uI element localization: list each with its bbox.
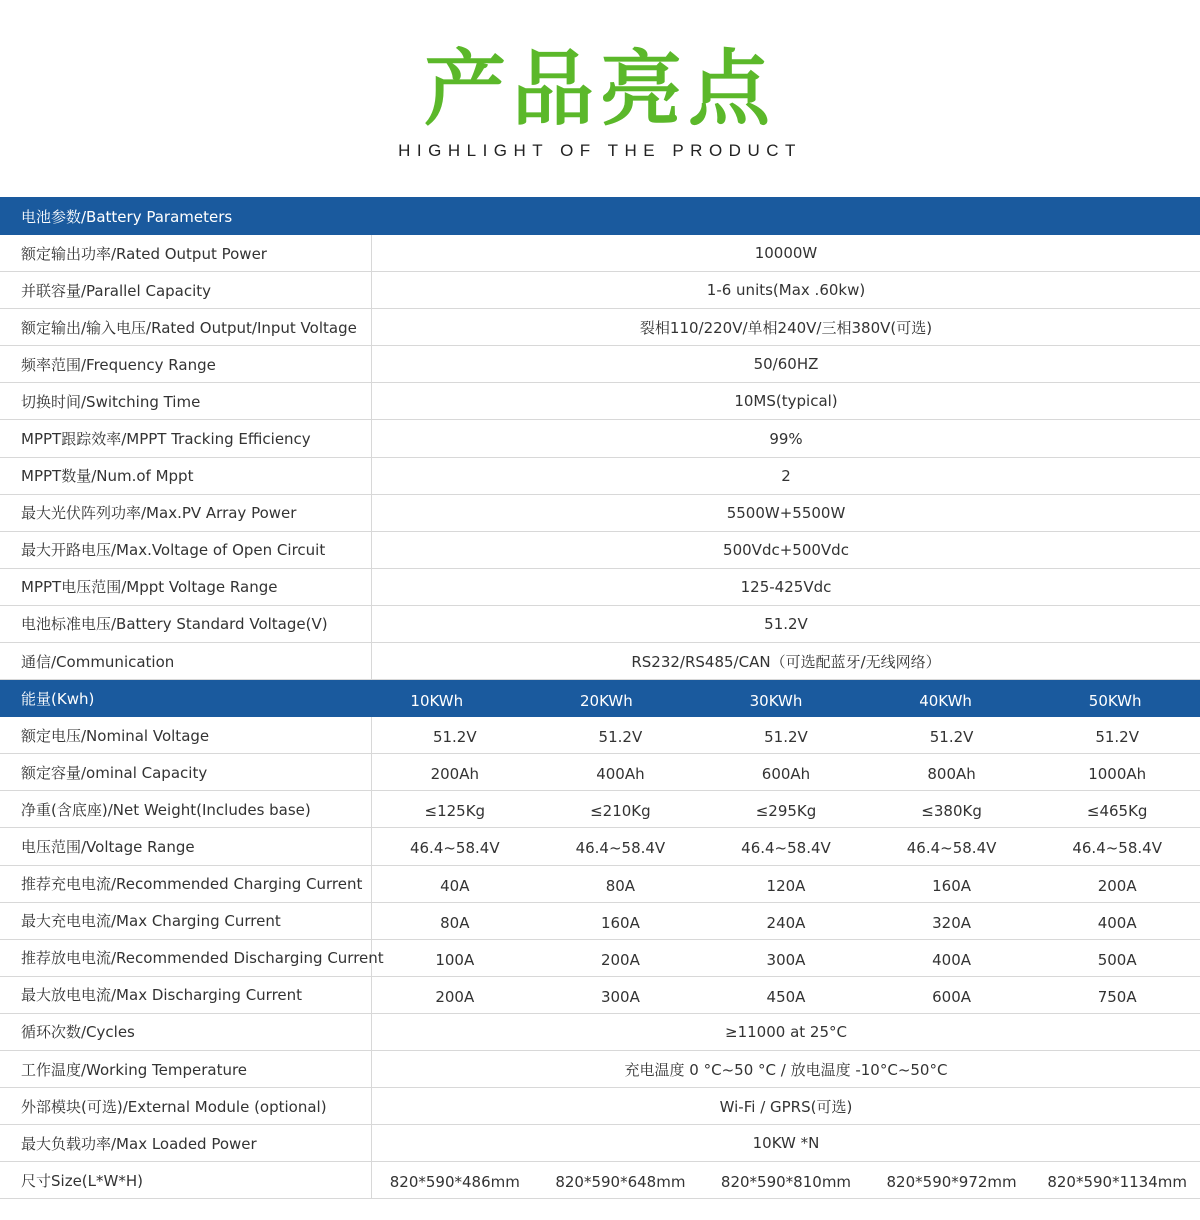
param-value: 51.2V bbox=[929, 728, 974, 747]
param-label: 额定容量/ominal Capacity bbox=[0, 754, 372, 790]
param-value: Wi-Fi / GPRS(可选) bbox=[719, 1097, 853, 1116]
param-label: 并联容量/Parallel Capacity bbox=[0, 272, 372, 308]
param-label: 通信/Communication bbox=[0, 643, 372, 679]
param-value: 200A bbox=[1097, 876, 1137, 895]
param-label: 最大开路电压/Max.Voltage of Open Circuit bbox=[0, 532, 372, 568]
param-value: 240A bbox=[766, 913, 806, 932]
table-row bbox=[0, 346, 1200, 383]
param-value: 600A bbox=[932, 987, 972, 1006]
table-row bbox=[0, 383, 1200, 420]
param-value: ≤380Kg bbox=[921, 802, 982, 821]
param-label: 工作温度/Working Temperature bbox=[0, 1051, 372, 1087]
param-value: 100A bbox=[435, 950, 475, 969]
capacity-column-header: 30KWh bbox=[749, 691, 803, 710]
param-value: 750A bbox=[1097, 987, 1137, 1006]
param-value: ≤125Kg bbox=[424, 802, 486, 821]
page-title: 产品亮点 bbox=[423, 42, 776, 137]
param-label: 最大放电电流/Max Discharging Current bbox=[0, 977, 372, 1013]
param-label: 最大光伏阵列功率/Max.PV Array Power bbox=[0, 495, 372, 531]
param-value: 1-6 units(Max .60kw) bbox=[706, 281, 866, 300]
param-value: 820*590*972mm bbox=[886, 1173, 1017, 1192]
param-value: 46.4~58.4V bbox=[409, 839, 500, 858]
section-header-label: 电池参数/Battery Parameters bbox=[21, 207, 233, 226]
param-label: 额定电压/Nominal Voltage bbox=[0, 717, 372, 753]
param-value: 80A bbox=[605, 876, 636, 895]
energy-section-header bbox=[0, 680, 1200, 717]
param-value: 400Ah bbox=[596, 765, 645, 784]
table-row bbox=[0, 309, 1200, 346]
table-row bbox=[0, 235, 1200, 272]
param-value: ≥11000 at 25°C bbox=[725, 1022, 847, 1041]
table-row bbox=[0, 754, 1200, 791]
param-values bbox=[372, 828, 1200, 864]
param-value: 50/60HZ bbox=[753, 355, 819, 374]
param-value: 400A bbox=[932, 950, 972, 969]
param-value: 400A bbox=[1097, 913, 1137, 932]
param-value: ≤465Kg bbox=[1086, 802, 1148, 821]
param-values bbox=[372, 791, 1200, 827]
table-row bbox=[0, 272, 1200, 309]
param-value: 125-425Vdc bbox=[740, 577, 832, 596]
table-row bbox=[0, 1088, 1200, 1125]
param-values bbox=[372, 866, 1200, 902]
param-value: 600Ah bbox=[761, 765, 811, 784]
param-value: 51.2V bbox=[764, 614, 808, 633]
param-label: 额定输出功率/Rated Output Power bbox=[0, 235, 372, 271]
param-value: 820*590*1134mm bbox=[1047, 1173, 1187, 1192]
table-row bbox=[0, 1014, 1200, 1051]
param-values bbox=[372, 903, 1200, 939]
param-label: 最大充电电流/Max Charging Current bbox=[0, 903, 372, 939]
table-row bbox=[0, 828, 1200, 865]
param-values bbox=[372, 754, 1200, 790]
page-subtitle: HIGHLIGHT OF THE PRODUCT bbox=[398, 141, 802, 160]
param-value: 500Vdc+500Vdc bbox=[723, 540, 849, 559]
param-value: ≤295Kg bbox=[755, 802, 817, 821]
capacity-column-header: 10KWh bbox=[410, 691, 464, 710]
param-label: 切换时间/Switching Time bbox=[0, 383, 372, 419]
param-value: 200A bbox=[600, 950, 640, 969]
table-row bbox=[0, 1162, 1200, 1199]
param-value: 500A bbox=[1097, 950, 1137, 969]
param-label: 尺寸Size(L*W*H) bbox=[0, 1162, 372, 1198]
param-label: 电池标准电压/Battery Standard Voltage(V) bbox=[0, 606, 372, 642]
table-row bbox=[0, 717, 1200, 754]
table-row bbox=[0, 940, 1200, 977]
param-value: 46.4~58.4V bbox=[906, 839, 997, 858]
param-value: ≤210Kg bbox=[590, 802, 651, 821]
table-row bbox=[0, 791, 1200, 828]
param-value: 10KW *N bbox=[752, 1134, 820, 1153]
param-label: 频率范围/Frequency Range bbox=[0, 346, 372, 382]
param-value: 300A bbox=[766, 950, 806, 969]
param-value: 99% bbox=[769, 429, 803, 448]
param-value: 10000W bbox=[754, 244, 818, 263]
param-value: 裂相110/220V/单相240V/三相380V(可选) bbox=[639, 318, 933, 337]
param-value: 800Ah bbox=[927, 765, 976, 784]
param-value: 1000Ah bbox=[1088, 765, 1147, 784]
param-value: 51.2V bbox=[598, 728, 643, 747]
param-label: 净重(含底座)/Net Weight(Includes base) bbox=[0, 791, 372, 827]
table-row bbox=[0, 569, 1200, 606]
param-value: 120A bbox=[766, 876, 806, 895]
param-label: 最大负载功率/Max Loaded Power bbox=[0, 1125, 372, 1161]
capacity-columns bbox=[352, 688, 1200, 710]
param-value: 320A bbox=[932, 913, 972, 932]
param-value: 5500W+5500W bbox=[726, 503, 846, 522]
table-row bbox=[0, 866, 1200, 903]
capacity-column-header: 50KWh bbox=[1088, 691, 1142, 710]
table-row bbox=[0, 495, 1200, 532]
param-value: 51.2V bbox=[764, 728, 808, 747]
param-value: 820*590*486mm bbox=[389, 1173, 520, 1192]
param-values bbox=[372, 1162, 1200, 1198]
param-value: 46.4~58.4V bbox=[741, 839, 831, 858]
param-value: 40A bbox=[440, 876, 470, 895]
param-label: MPPT电压范围/Mppt Voltage Range bbox=[0, 569, 372, 605]
param-value: 2 bbox=[781, 466, 791, 485]
energy-rows bbox=[0, 717, 1200, 1199]
param-value: 51.2V bbox=[432, 728, 477, 747]
param-value: 51.2V bbox=[1095, 728, 1139, 747]
param-value: 46.4~58.4V bbox=[575, 839, 666, 858]
param-value: RS232/RS485/CAN（可选配蓝牙/无线网络） bbox=[631, 652, 941, 671]
table-row bbox=[0, 643, 1200, 680]
table-row bbox=[0, 903, 1200, 940]
battery-section-header bbox=[0, 197, 1200, 235]
param-value: 10MS(typical) bbox=[734, 392, 838, 411]
spec-table bbox=[0, 197, 1200, 1199]
capacity-column-header: 20KWh bbox=[580, 691, 633, 710]
param-value: 300A bbox=[600, 987, 640, 1006]
param-value: 820*590*648mm bbox=[555, 1173, 686, 1192]
table-row bbox=[0, 458, 1200, 495]
param-values bbox=[372, 717, 1200, 753]
param-label: 电压范围/Voltage Range bbox=[0, 828, 372, 864]
param-value: 160A bbox=[600, 913, 640, 932]
table-row bbox=[0, 606, 1200, 643]
table-row bbox=[0, 532, 1200, 569]
param-value: 46.4~58.4V bbox=[1072, 839, 1162, 858]
param-label: 循环次数/Cycles bbox=[0, 1014, 372, 1050]
param-label: MPPT跟踪效率/MPPT Tracking Efficiency bbox=[0, 420, 372, 456]
param-values bbox=[372, 940, 1200, 976]
param-value: 200Ah bbox=[430, 765, 479, 784]
param-value: 160A bbox=[932, 876, 972, 895]
table-row bbox=[0, 977, 1200, 1014]
param-label: 外部模块(可选)/External Module (optional) bbox=[0, 1088, 372, 1124]
param-label: 推荐放电电流/Recommended Discharging Current bbox=[0, 940, 372, 976]
battery-rows bbox=[0, 235, 1200, 680]
param-label: 推荐充电电流/Recommended Charging Current bbox=[0, 866, 372, 902]
table-row bbox=[0, 1051, 1200, 1088]
param-label: MPPT数量/Num.of Mppt bbox=[0, 458, 372, 494]
table-row bbox=[0, 420, 1200, 457]
section-header-label: 能量(Kwh) bbox=[21, 690, 95, 709]
param-value: 200A bbox=[435, 987, 475, 1006]
param-value: 820*590*810mm bbox=[720, 1173, 852, 1192]
param-values bbox=[372, 977, 1200, 1013]
capacity-column-header: 40KWh bbox=[919, 691, 972, 710]
table-row bbox=[0, 1125, 1200, 1162]
param-value: 80A bbox=[440, 913, 470, 932]
param-value: 450A bbox=[766, 987, 806, 1006]
param-value: 充电温度 0 °C~50 °C / 放电温度 -10°C~50°C bbox=[624, 1060, 948, 1079]
param-label: 额定输出/输入电压/Rated Output/Input Voltage bbox=[0, 309, 372, 345]
